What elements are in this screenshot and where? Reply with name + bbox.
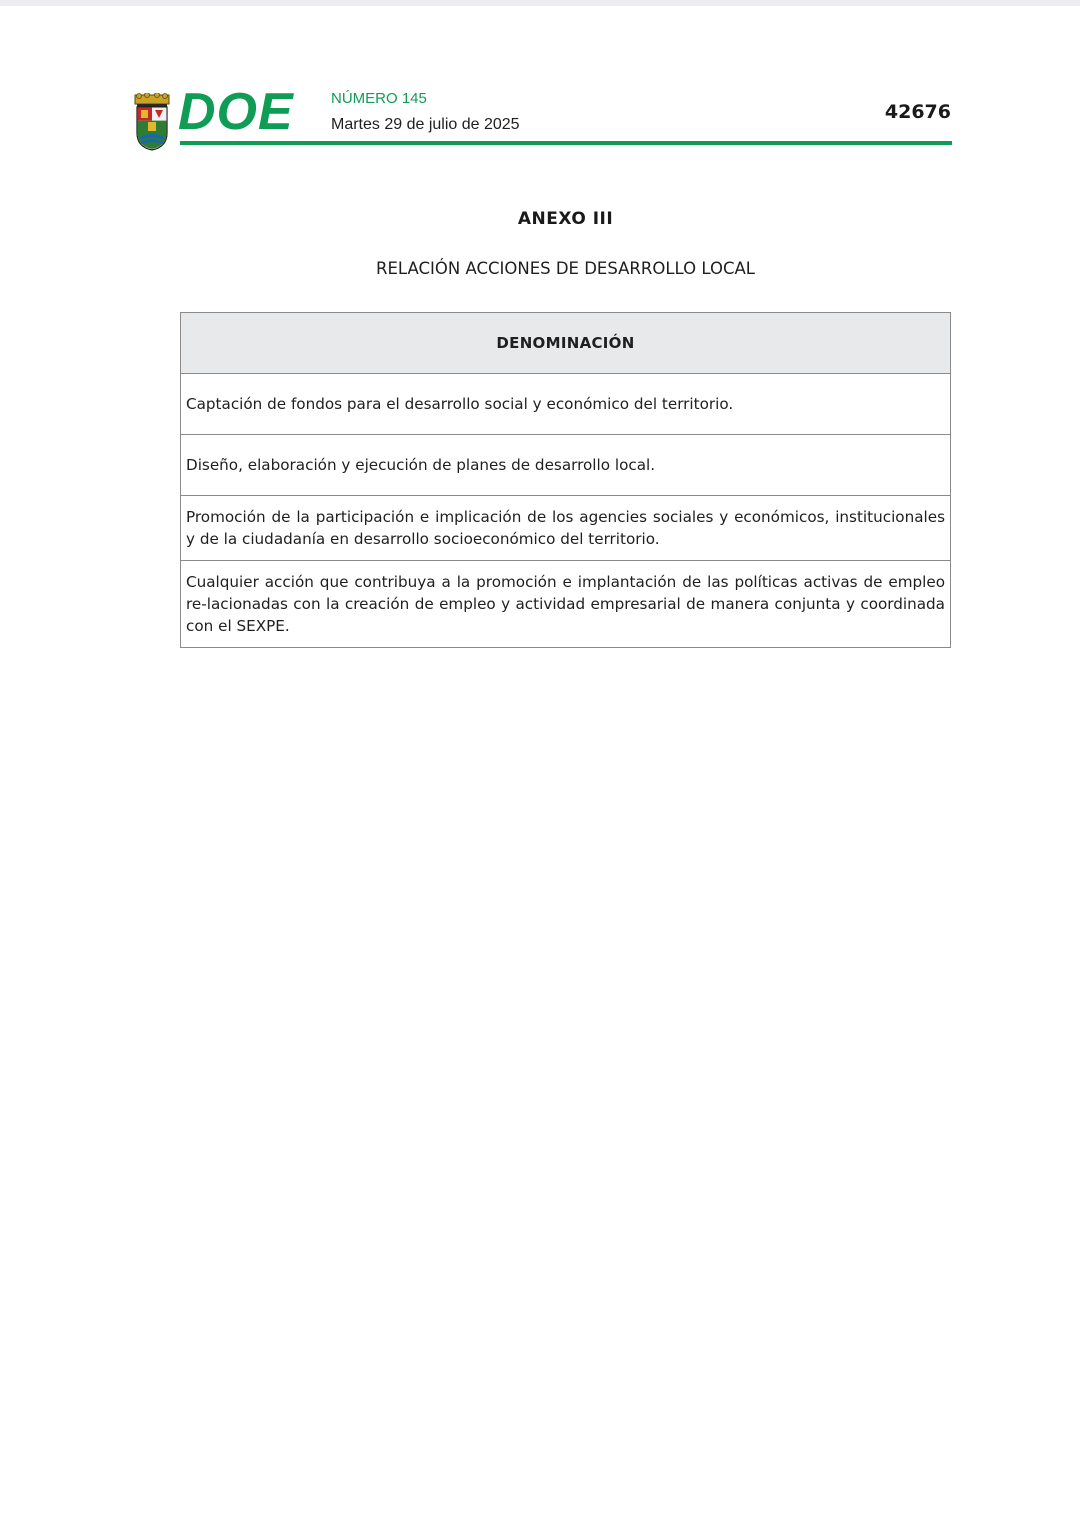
table-cell: Promoción de la participación e implicación de los agencies sociales y económicos, institucionales y de la ciudadanía en desarrollo socioeconómico del territorio.	[181, 496, 951, 561]
issue-number: NÚMERO 145	[331, 90, 427, 107]
actions-table	[180, 312, 951, 648]
table-row	[181, 374, 951, 435]
table-row	[181, 435, 951, 496]
issue-date: Martes 29 de julio de 2025	[331, 116, 520, 133]
table-cell: Cualquier acción que contribuya a la promoción e implantación de las políticas activas de empleo re-lacionadas con la creación de empleo y actividad empresarial de manera conjunta y coordinada con el SEXPE.	[181, 561, 951, 648]
annex-subtitle: RELACIÓN ACCIONES DE DESARROLLO LOCAL	[376, 259, 755, 278]
header-rule	[180, 141, 952, 145]
coat-of-arms-icon	[131, 93, 173, 151]
top-strip	[0, 0, 1080, 6]
page-number: 42676	[884, 101, 951, 123]
column-header-denominacion: DENOMINACIÓN	[181, 313, 951, 374]
annex-title: ANEXO III	[517, 209, 614, 229]
table-cell: Captación de fondos para el desarrollo social y económico del territorio.	[181, 374, 951, 435]
table-row	[181, 496, 951, 561]
table-cell: Diseño, elaboración y ejecución de planes de desarrollo local.	[181, 435, 951, 496]
doe-logo: DOE	[178, 83, 294, 141]
table-row	[181, 561, 951, 648]
table-header-row	[181, 313, 951, 374]
